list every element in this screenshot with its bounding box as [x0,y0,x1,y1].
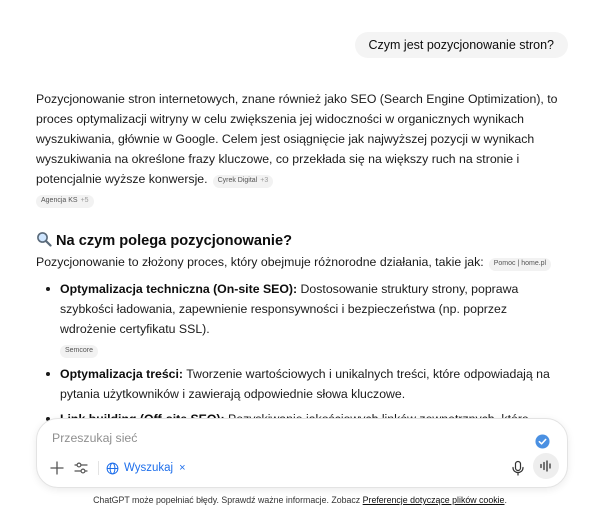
check-circle-icon [535,434,550,449]
cookie-preferences-link[interactable]: Preferencje dotyczące plików cookie [362,495,505,505]
answer-paragraph-text: Pozycjonowanie stron internetowych, znane również jako SEO (Search Engine Optimization), to proces optymalizacji witryny w celu zwiększenia jej widoczności w organicznych wynikach wyszukiwania, głównie w Google. Celem jest osiągnięcie jak najwyższej pozycji w wynikach wyszukiwania na określone frazy kluczowe, co przekłada się na większy ruch na stronie i potencjalnie wyższe konwersje. [36,92,558,186]
intro-paragraph [36,252,564,272]
list-item [36,279,564,359]
footer-text: ChatGPT może popełniać błędy. Sprawdź ważne informacje. Zobacz [93,495,363,505]
list-item-text: Dostosowanie struktury strony, poprawa szybkości ładowania, zapewnienie responsywności i bezpieczeństwa (np. poprzez wdrożenie certyfikatu SSL). [60,282,519,336]
search-chip-label: Wyszukaj [124,462,174,474]
user-message: Czym jest pozycjonowanie stron? [355,32,569,58]
footer-end: . [504,495,507,505]
list-item-title: Optymalizacja techniczna (On-site SEO): [60,282,298,296]
list-item-text: Tworzenie wartościowych i unikalnych treści, które odpowiadają na pytania użytkowników i zawierają odpowiednie słowa kluczowe. [60,367,550,401]
search-toggle-button[interactable] [106,459,186,477]
points-list [36,279,564,425]
section-heading [36,230,564,252]
message-composer [36,418,568,488]
list-item [36,364,564,404]
tools-sliders-icon[interactable] [73,460,89,476]
citation-chip[interactable]: Semcore [60,345,98,358]
section-heading-text: Na czym polega pozycjonowanie? [56,233,292,249]
plus-icon[interactable] [49,460,65,476]
intro-text: Pozycjonowanie to złożony proces, który obejmuje różnorodne działania, takie jak: [36,255,484,269]
citation-chip[interactable]: Agencja KS +5 [36,195,94,208]
waveform-icon [539,459,553,473]
citation-chip[interactable]: Cyrek Digital +3 [213,175,274,188]
divider [98,461,99,475]
globe-icon [106,462,119,475]
magnifier-icon [36,231,52,247]
assistant-answer [36,89,564,425]
citation-chip[interactable]: Pomoc | home.pl [489,258,551,271]
answer-paragraph [36,89,564,189]
search-input[interactable]: Przeszukaj sieć [52,431,138,445]
list-item-title: Optymalizacja treści: [60,367,184,381]
microphone-icon[interactable] [510,460,526,476]
disclaimer-footer [0,494,600,506]
voice-mode-button[interactable] [533,453,559,479]
close-icon[interactable]: × [179,462,186,474]
